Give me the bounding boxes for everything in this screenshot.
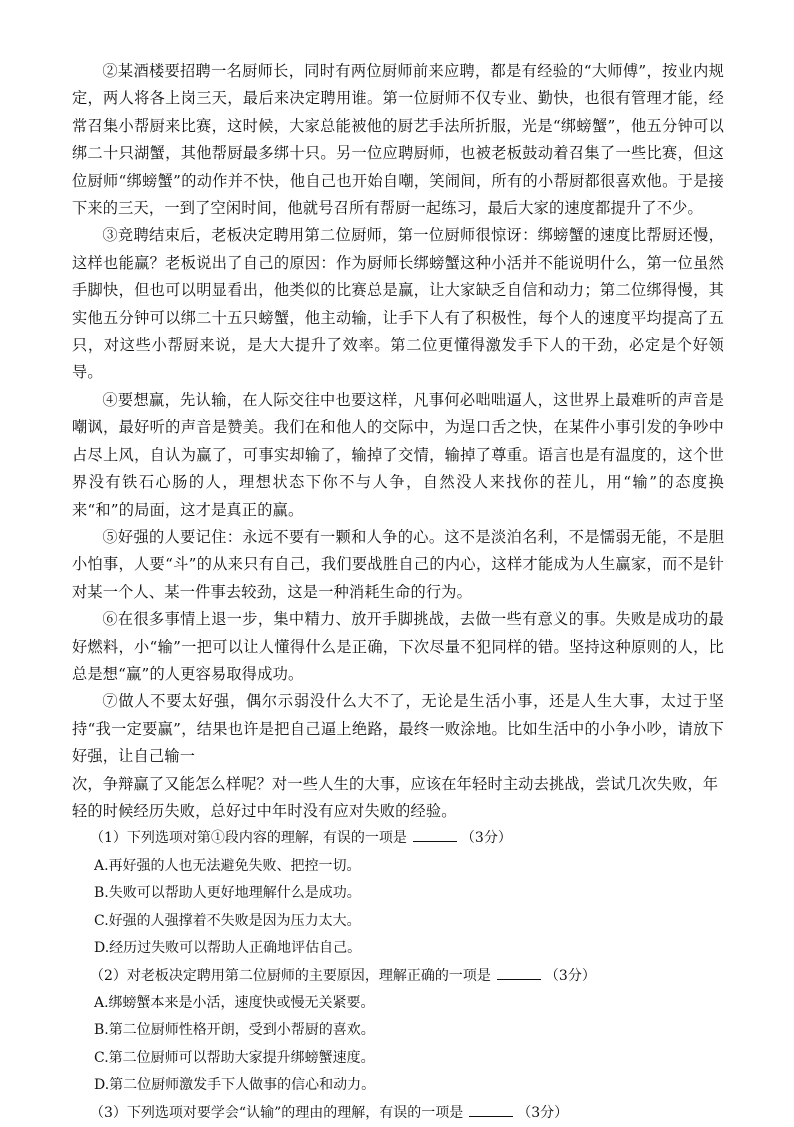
question-3-stem: （3）下列选项对要学会“认输”的理由的理解，有误的一项是: [90, 1104, 464, 1121]
question-2-stem: （2）对老板决定聘用第二位厨师的主要原因，理解正确的一项是: [90, 967, 491, 984]
question-1: [72, 825, 724, 853]
answer-blank-2[interactable]: [497, 965, 541, 980]
question-1-stem: （1）下列选项对第①段内容的理解，有误的一项是: [90, 830, 407, 847]
question-3-score: （3分）: [517, 1104, 569, 1121]
paragraph-4: ④要想赢，先认输，在人际交往中也要这样，凡事何必咄咄逼人，这世界上最难听的声音是嘲讽，最好听的声音是赞美。我们在和他人的交际中，为逞口舌之快，在某件小事引发的争吵中占尽上风，自认为赢了，可事实却输了，输掉了交情，输掉了尊重。语言也是有温度的，这个世界没有铁石心肠的人，理想状态下你不与人争，自然没人来找你的茬儿，用“输”的态度换来“和”的局面，这才是真正的赢。: [72, 390, 724, 519]
paragraph-6: ⑥在很多事情上退一步，集中精力、放开手脚挑战，去做一些有意义的事。失败是成功的最好燃料，小“输”一把可以让人懂得什么是正确，下次尽量不犯同样的错。坚持这种原则的人，比总是想“赢”的人更容易取得成功。: [72, 610, 724, 683]
answer-blank-3[interactable]: [469, 1102, 513, 1117]
question-1-option-c: C.好强的人强撑着不失败是因为压力太大。: [94, 912, 361, 929]
answer-blank-1[interactable]: [413, 827, 457, 842]
question-1-option-b: B.失败可以帮助人更好地理解什么是成功。: [94, 885, 361, 902]
paragraph-7-continuation: 次，争辩赢了又能怎么样呢？对一些人生的大事，应该在年轻时主动去挑战，尝试几次失败，年轻的时候经历失败，总好过中年时没有应对失败的经验。: [72, 774, 719, 820]
question-2-option-c: C.第二位厨师可以帮助大家提升绑螃蟹速度。: [94, 1049, 375, 1066]
question-2-option-a: A.绑螃蟹本来是小活，速度快或慢无关紧要。: [94, 995, 375, 1011]
question-1-option-a: A.再好强的人也无法避免失败、把控一切。: [94, 857, 361, 874]
question-1-score: （3分）: [460, 830, 512, 847]
question-1-option-d: D.经历过失败可以帮助人正确地评估自己。: [94, 940, 362, 957]
question-2: [72, 963, 724, 991]
question-3: [72, 1100, 724, 1127]
paragraph-2: ②某酒楼要招聘一名厨师长，同时有两位厨师前来应聘，都是有经验的“大师傅”，按业内规定，两人将各上岗三天，最后来决定聘用谁。第一位厨师不仅专业、勤快，也很有管理才能，经常召集小帮厨来比赛，这时候，大家总能被他的厨艺手法所折服，光是“绑螃蟹”，他五分钟可以绑二十只湖蟹，其他帮厨最多绑十只。另一位应聘厨师，也被老板鼓动着召集了一些比赛，但这位厨师“绑螃蟹”的动作并不快，他自己也开始自嘲，笑闹间，所有的小帮厨都很喜欢他。于是接下来的三天，一到了空闲时间，他就号召所有帮厨一起练习，最后大家的速度都提升了不少。: [72, 62, 724, 218]
question-2-score: （3分）: [544, 967, 596, 984]
question-2-option-b: B.第二位厨师性格开朗，受到小帮厨的喜欢。: [94, 1022, 375, 1039]
paragraph-5: ⑤好强的人要记住：永远不要有一颗和人争的心。这不是淡泊名利，不是懦弱无能，不是胆小怕事，人要“斗”的从来只有自己，我们要战胜自己的内心，这样才能成为人生赢家，而不是针对某一个人、某一件事去较劲，这是一种消耗生命的行为。: [72, 527, 724, 601]
paragraph-3: ③竞聘结束后，老板决定聘用第二位厨师，第一位厨师很惊讶：绑螃蟹的速度比帮厨还慢，这样也能赢？老板说出了自己的原因：作为厨师长绑螃蟹这种小活并不能说明什么，第一位虽然手脚快，但也可以明显看出，他类似的比赛总是赢，让大家缺乏自信和动力；第二位绑得慢，其实他五分钟可以绑二十五只螃蟹，他主动输，让手下人有了积极性，每个人的速度平均提高了五只，对这些小帮厨来说，是大大提升了效率。第二位更懂得激发手下人的干劲，必定是个好领导。: [72, 226, 724, 382]
question-2-option-d: D.第二位厨师激发手下人做事的信心和动力。: [94, 1077, 376, 1094]
paragraph-7: ⑦做人不要太好强，偶尔示弱没什么大不了，无论是生活小事，还是人生大事，太过于坚持“我一定要赢”，结果也许是把自己逼上绝路，最终一败涂地。比如生活中的小争小吵，请放下好强，让自己输一: [72, 692, 724, 766]
